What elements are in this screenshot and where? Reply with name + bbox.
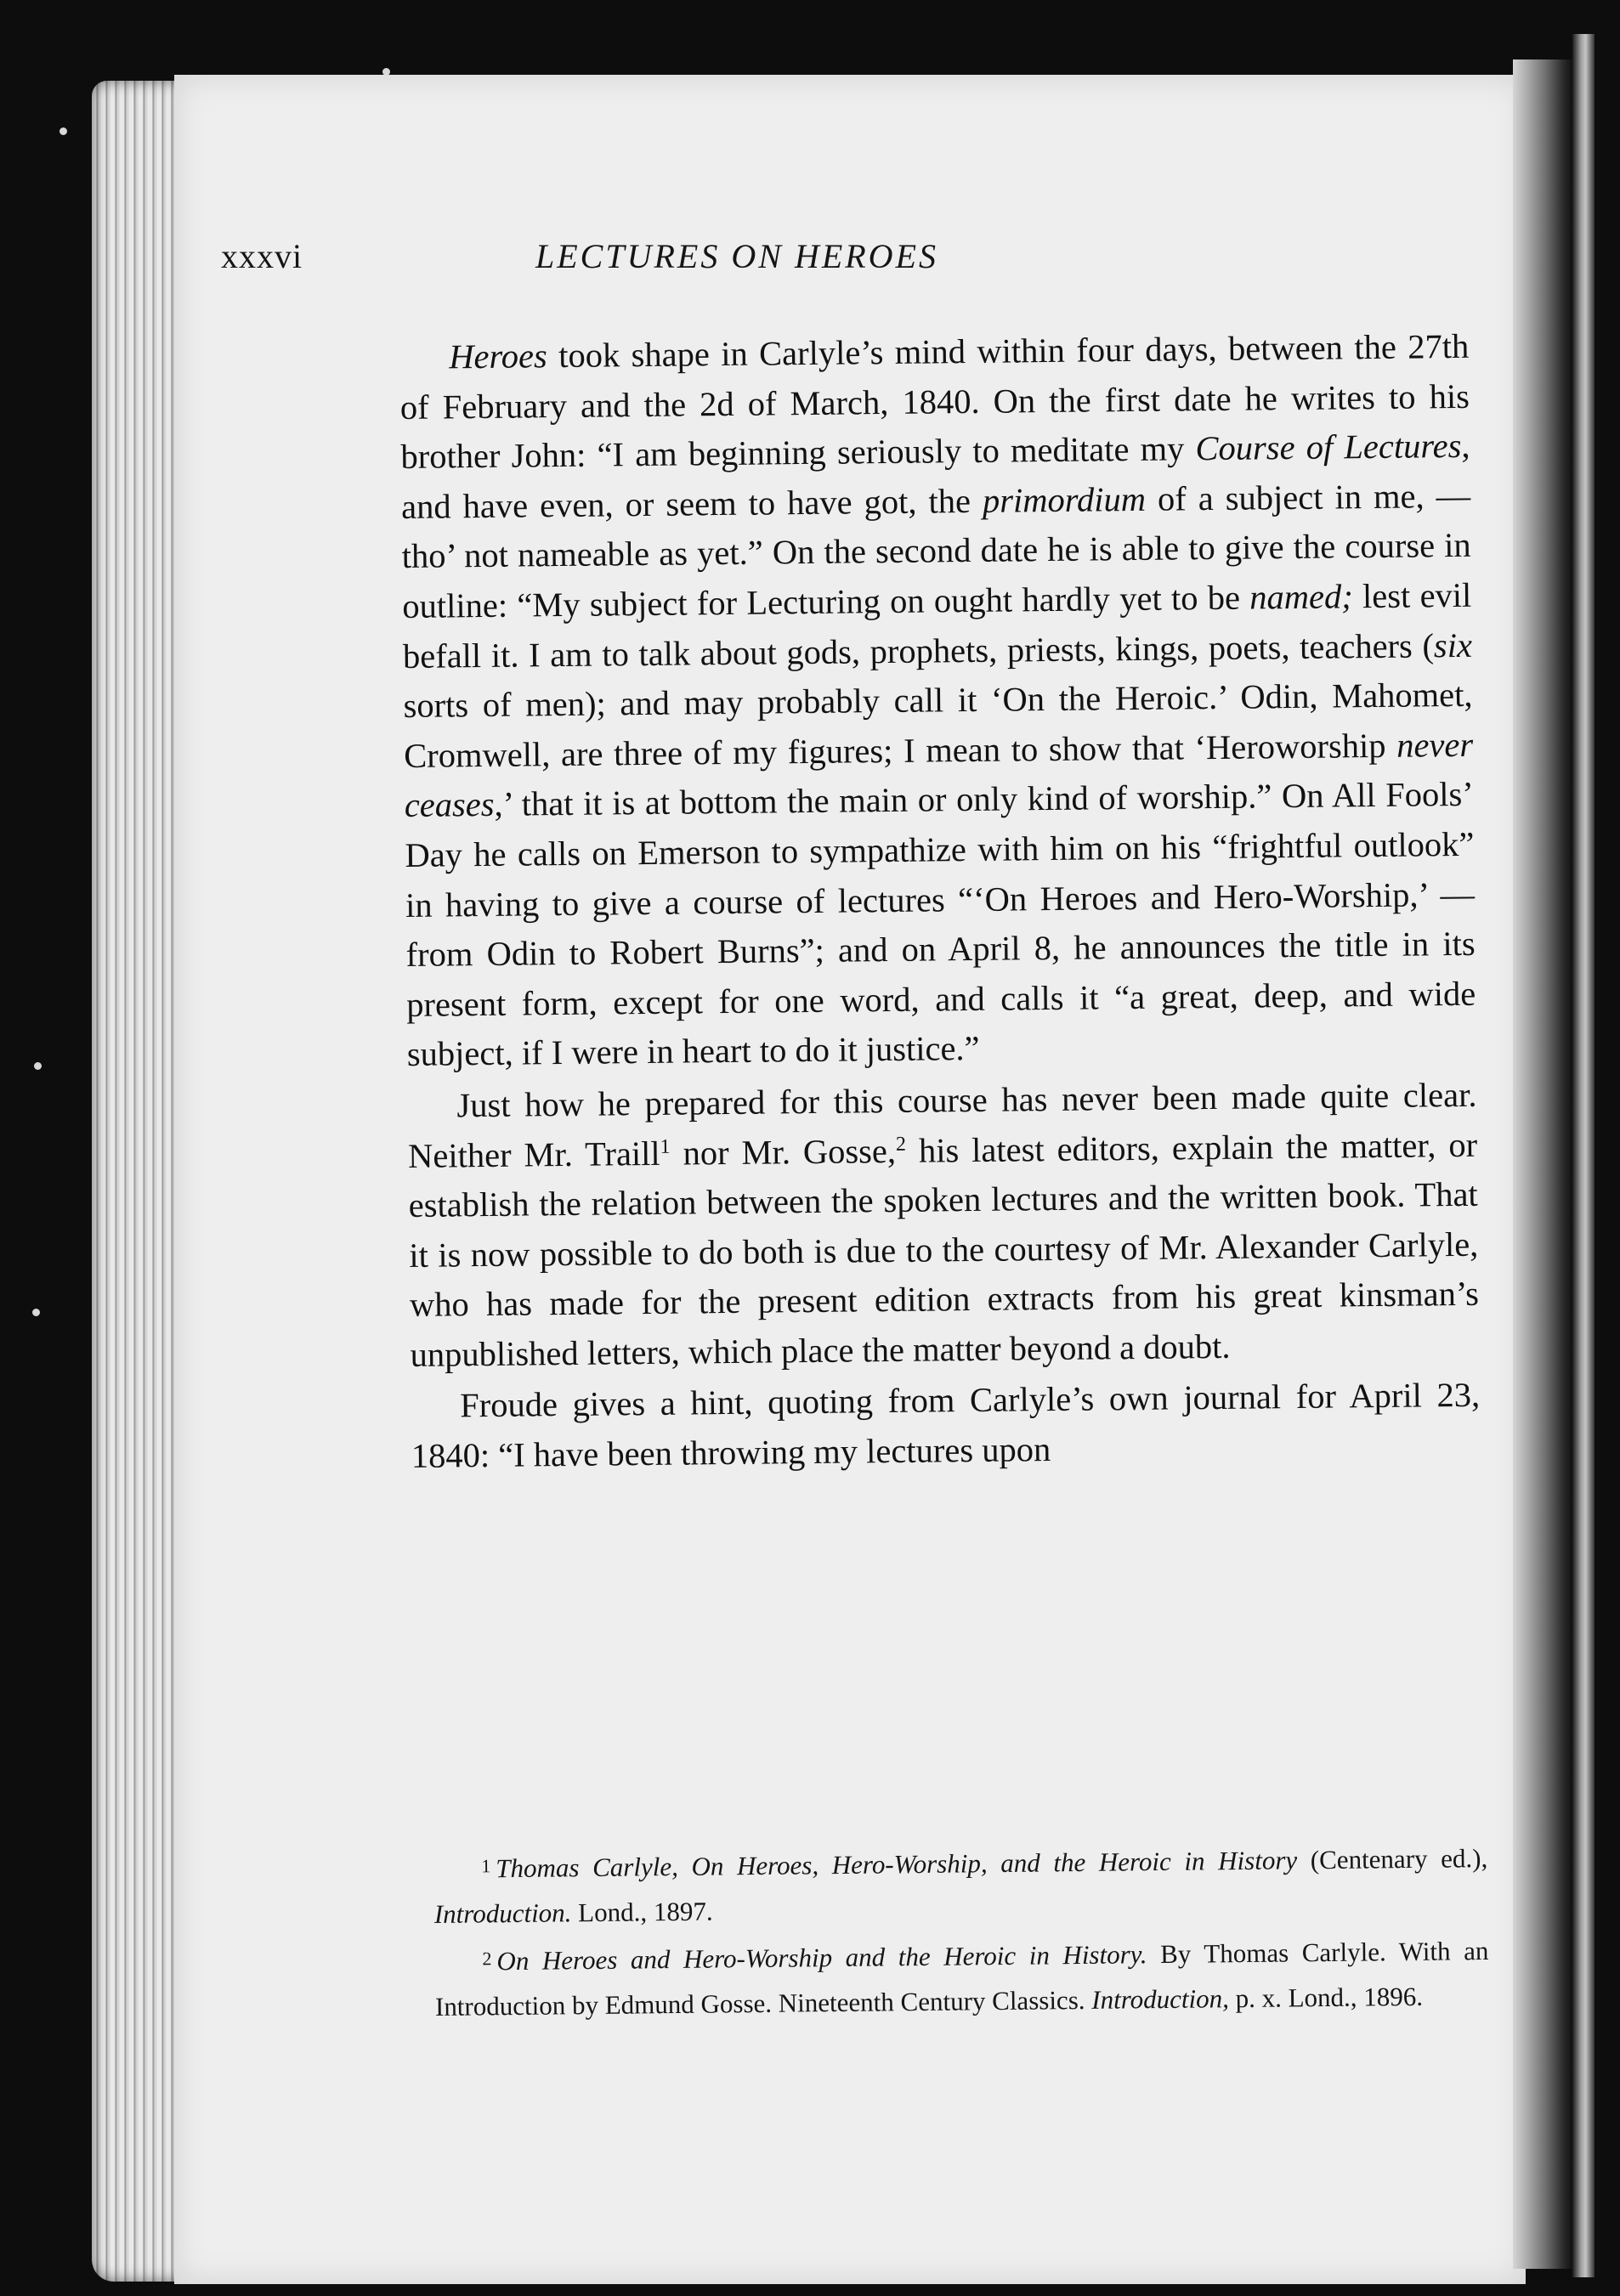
binding-edge [1572, 34, 1595, 2277]
italic-text: six [1433, 625, 1473, 664]
italic-text: never ceases [404, 725, 1474, 825]
text-run: Froude gives a hint, quoting from Carlyle’s own journal for April 23, 1840: “I have been throwing my lectures upon [411, 1376, 1481, 1475]
text-run: Just how he prepared for this course has never been made quite clear. Neither Mr. Traill [407, 1075, 1477, 1175]
footnote-reference: 2 [895, 1133, 907, 1156]
footnote-mark: 2 [482, 1948, 492, 1970]
running-head: LECTURES ON HEROES [535, 237, 938, 275]
paragraph [411, 1371, 1481, 1481]
text-run: nor Mr. Gosse, [670, 1131, 897, 1173]
text-run: took shape in Carlyle’s mind within four days, between the 27th of February and the 2d of March, 1840. On the first date he writes to his brother John: “I am beginning seriously to meditate my [399, 326, 1470, 477]
page-header [221, 236, 1181, 279]
italic-text: Thomas Carlyle, On Heroes, Hero-Worship, and the Heroic in History [496, 1845, 1298, 1884]
page-number: xxxvi [221, 237, 303, 275]
page-fore-edge [92, 81, 185, 2282]
footnotes [433, 1833, 1489, 2029]
text-run: p. x. Lond., 1896. [1228, 1981, 1424, 2014]
paragraph [399, 322, 1476, 1080]
text-run: lest evil befall it. I am to talk about gods, prophets, priests, kings, poets, teachers ( [402, 575, 1472, 676]
body-text [399, 322, 1481, 1482]
dust-speck [32, 1309, 40, 1316]
italic-text: Heroes [449, 336, 547, 376]
italic-text: Course of Lectures [1195, 427, 1462, 468]
footnote [433, 1833, 1488, 1937]
paragraph [407, 1071, 1480, 1381]
italic-text: named; [1249, 577, 1353, 617]
italic-text: On Heroes and Hero-Worship and the Heroic in History. [496, 1939, 1147, 1976]
italic-text: primordium [982, 479, 1147, 520]
italic-text: Introduction, [1091, 1983, 1230, 2015]
text-run: his latest editors, explain the matter, or establish the relation between the spoken lectures and the written book. That it is now possible to do both is due to the courtesy of Mr. Alexander Carlyle, who has made for the present edition extracts from his great kinsman’s unpublished letters, which place the matter beyond a doubt. [408, 1125, 1480, 1374]
text-run: sorts of men); and may probably call it ‘On the Heroic.’ Odin, Mahomet, Cromwell, are three of my figures; I mean to show that ‘Heroworship [403, 675, 1473, 775]
text-run: ,’ that it is at bottom the main or only kind of worship.” On All Fools’ Day he calls on Emerson to sympathize with him on his “frightful outlook” in having to give a course of lectures “‘On Heroes and Hero-Worship,’ — from Odin to Robert Burns”; and on April 8, he announces the title in its present form, except for one word, and calls it “a great, deep, and wide subject, if I were in heart to do it justice.” [405, 775, 1476, 1074]
text-run: (Centenary ed.), [1297, 1843, 1488, 1875]
dust-speck [59, 127, 67, 135]
binding-gutter [1513, 59, 1572, 2269]
footnote [434, 1926, 1489, 2029]
footnote-mark: 1 [481, 1855, 491, 1877]
text-run: , and have even, or seem to have got, the [400, 427, 1470, 526]
italic-text: Introduction. [433, 1897, 572, 1929]
text-run: of a subject in me, — tho’ not nameable as yet.” On the second date he is able to give the course in outline: “My subject for Lecturing on ought hardly yet to be [401, 476, 1471, 625]
dust-speck [34, 1062, 42, 1070]
text-run: By Thomas Carlyle. With an Introduction by Edmund Gosse. Nineteenth Century Classics. [434, 1936, 1489, 2022]
footnote-reference: 1 [660, 1135, 671, 1158]
text-run: Lond., 1897. [571, 1896, 713, 1928]
